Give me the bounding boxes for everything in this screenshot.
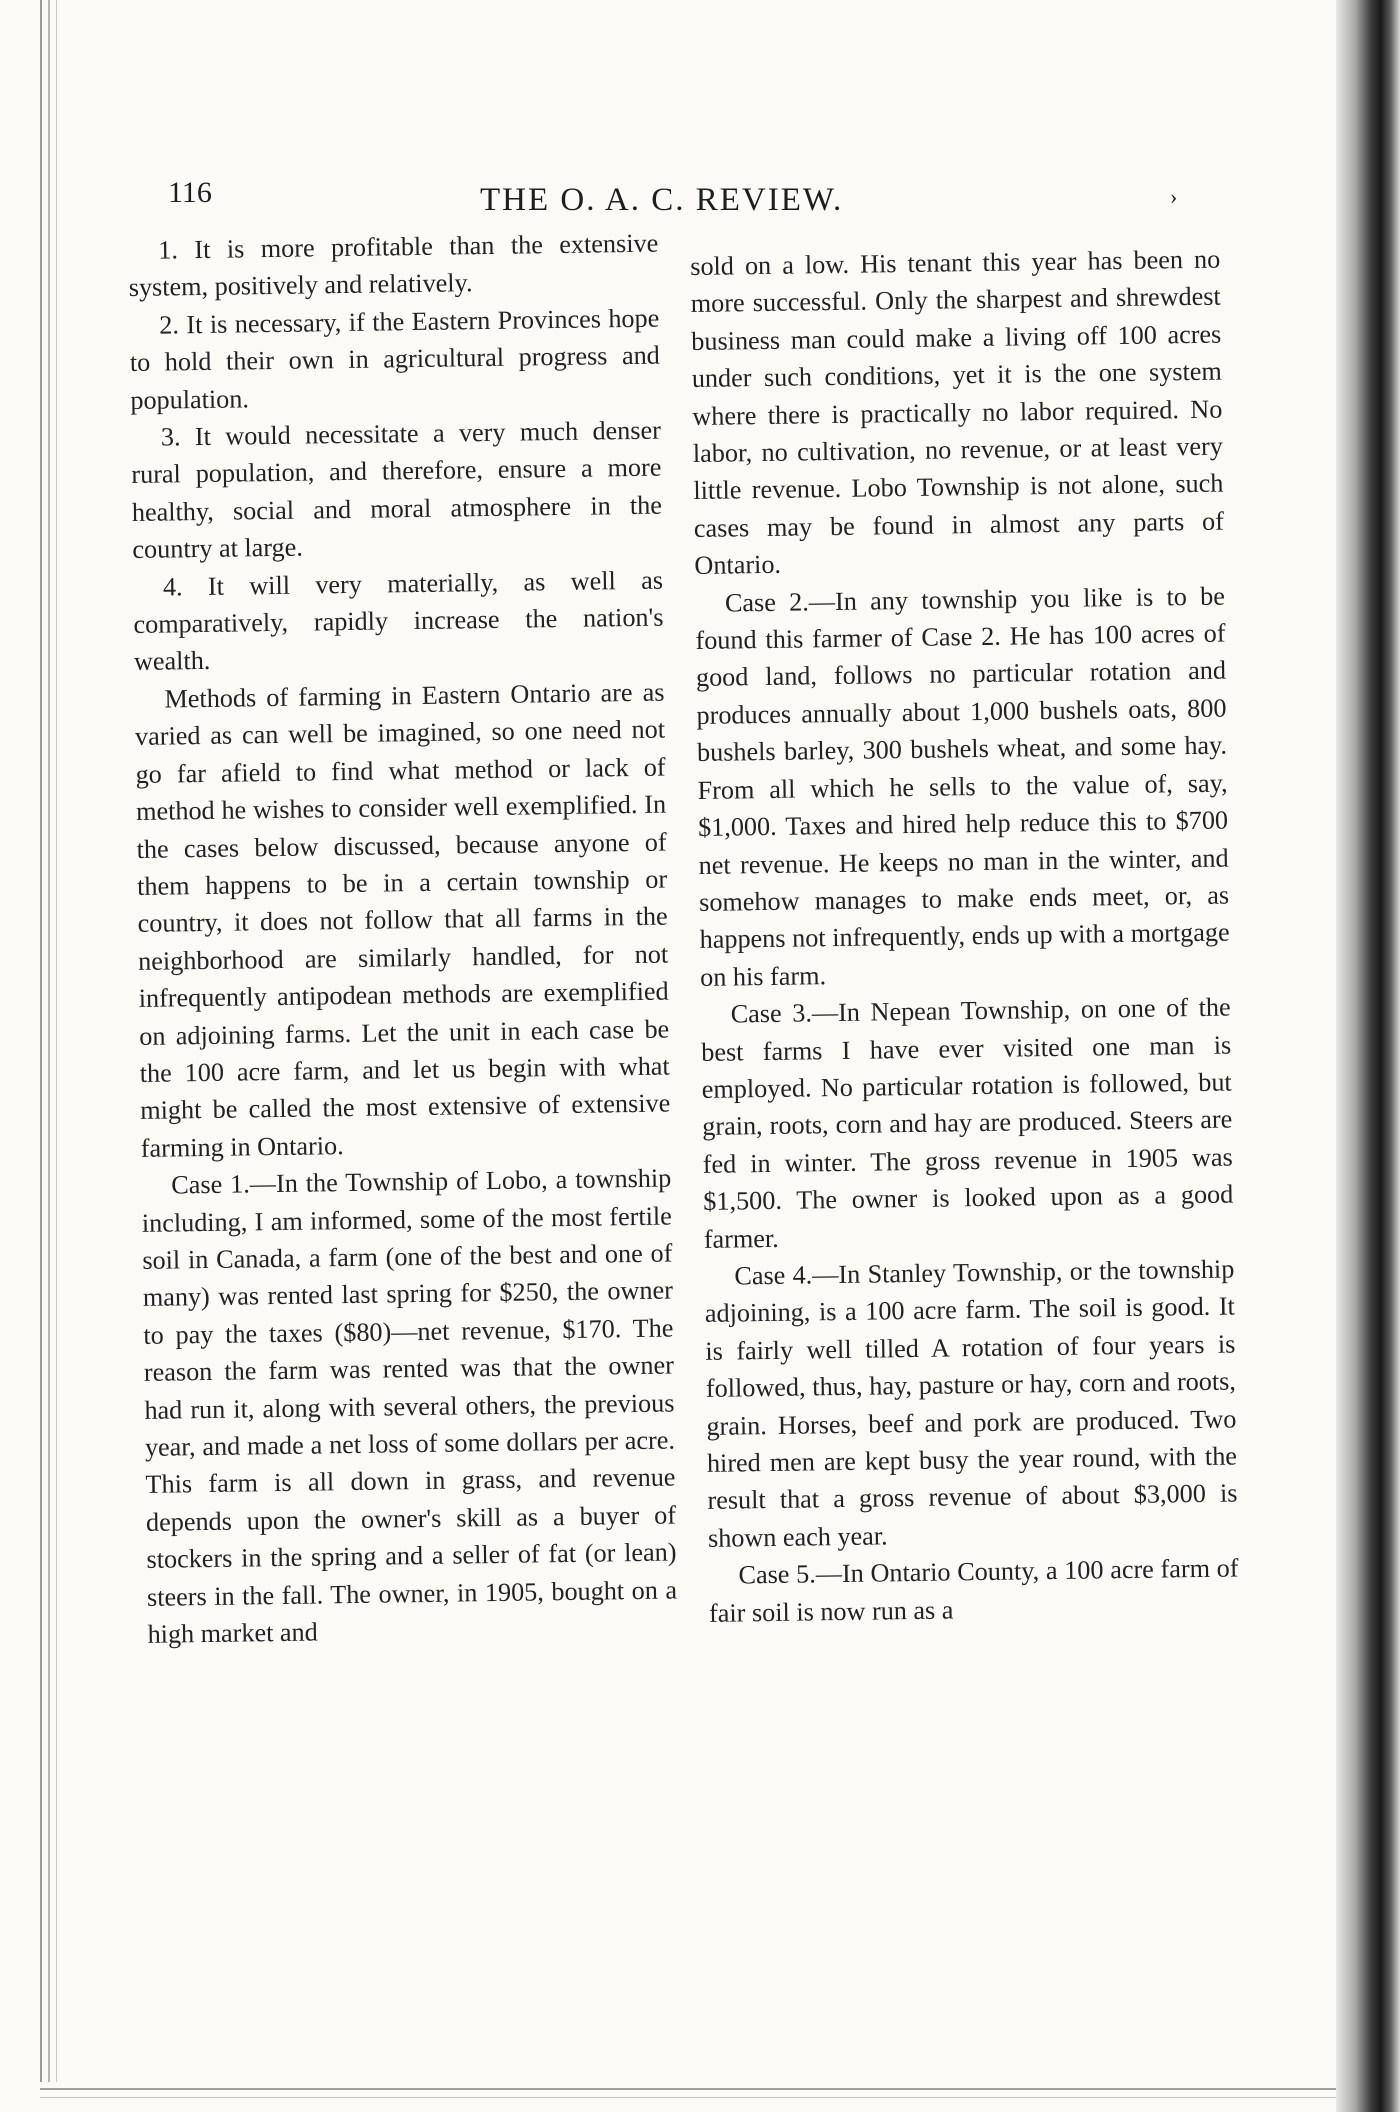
right-text-column xyxy=(690,241,1239,1632)
paragraph: Case 3.—In Nepean Township, on one of the best farms I have ever visited one man is employed. No particular rotation is followed, but grain, roots, corn and hay are produced. Steers are fed in winter. The gross revenue in 1905 was $1,500. The owner is looked upon as a good farmer. xyxy=(701,992,1234,1254)
page-bottom-edge xyxy=(40,2088,1336,2090)
journal-title: THE O. A. C. REVIEW. xyxy=(480,182,844,218)
header-mark: › xyxy=(1170,184,1178,209)
book-spine-shadow xyxy=(1336,0,1400,2112)
paragraph: Case 4.—In Stanley Township, or the township adjoining, is a 100 acre farm. The soil is good. It is fairly well tilled A rotation of four years is followed, thus, hay, pasture or hay, corn and roots, grain. Horses, beef and pork are produced. Two hired men are kept busy the year round, with the result that a gross revenue of about $3,000 is shown each year. xyxy=(704,1254,1238,1553)
paragraph: Methods of farming in Eastern Ontario are as varied as can well be imagined, so one need not go far afield to find what method or lack of method he wishes to consider well exemplified. In the cases below discussed, because anyone of them happens to be in a certain township or country, it does not follow that all farms in the neighborhood are similarly handled, for not infrequently antipodean methods are exemplified on adjoining farms. Let the unit in each case be the 100 acre farm, and let us begin with what might be called the most extensive of extensive farming in Ontario. xyxy=(134,677,671,1163)
paragraph: Case 1.—In the Township of Lobo, a township including, I am informed, some of the most fertile soil in Canada, a farm (one of the best and one of many) was rented last spring for $250, the owner to pay the taxes ($80)—net revenue, $170. The reason the farm was rented was that the owner had run it, along with several others, the previous year, and made a net loss of some dollars per acre. This farm is all down in grass, and revenue depends upon the owner's skill as a buyer of stockers in the spring and a seller of fat (or lean) steers in the fall. The owner, in 1905, bought on a high market and xyxy=(141,1163,678,1649)
running-header xyxy=(160,172,1220,232)
paragraph: 4. It will very materially, as well as comparatively, rapidly increase the nation's wealth. xyxy=(133,565,664,677)
binding-edge-line xyxy=(40,0,42,2082)
paragraph: Case 2.—In any township you like is to be found this farmer of Case 2. He has 100 acres of good land, follows no particular rotation and produces annually about 1,000 bushels oats, 800 bushels barley, 300 bushels wheat, and some hay. From all which he sells to the value of, say, $1,000. Taxes and hired help reduce this to $700 net revenue. He keeps no man in the winter, and somehow manages to make ends meet, or, as happens not infrequently, ends up with a mortgage on his farm. xyxy=(695,581,1230,992)
page-bottom-edge xyxy=(40,2097,1336,2098)
binding-edge-line xyxy=(48,0,50,2082)
left-text-column xyxy=(128,225,678,1654)
paragraph: sold on a low. His tenant this year has been no more successful. Only the sharpest and shrewdest business man could make a living off 100 acres under such conditions, yet it is the one system where there is practically no labor required. No labor, no cultivation, no revenue, or at least very little revenue. Lobo Township is not alone, such cases may be found in almost any parts of Ontario. xyxy=(690,244,1225,581)
paragraph: Case 5.—In Ontario County, a 100 acre farm of fair soil is now run as a xyxy=(708,1553,1239,1628)
paragraph: 2. It is necessary, if the Eastern Provinces hope to hold their own in agricultural progress and population. xyxy=(129,303,660,415)
page-number: 116 xyxy=(168,176,212,209)
paragraph: 1. It is more profitable than the extensive system, positively and relatively. xyxy=(128,228,659,303)
paragraph: 3. It would necessitate a very much denser rural population, and therefore, ensure a more healthy, social and moral atmosphere in the country at large. xyxy=(131,415,663,565)
binding-edge-line xyxy=(56,0,57,2082)
